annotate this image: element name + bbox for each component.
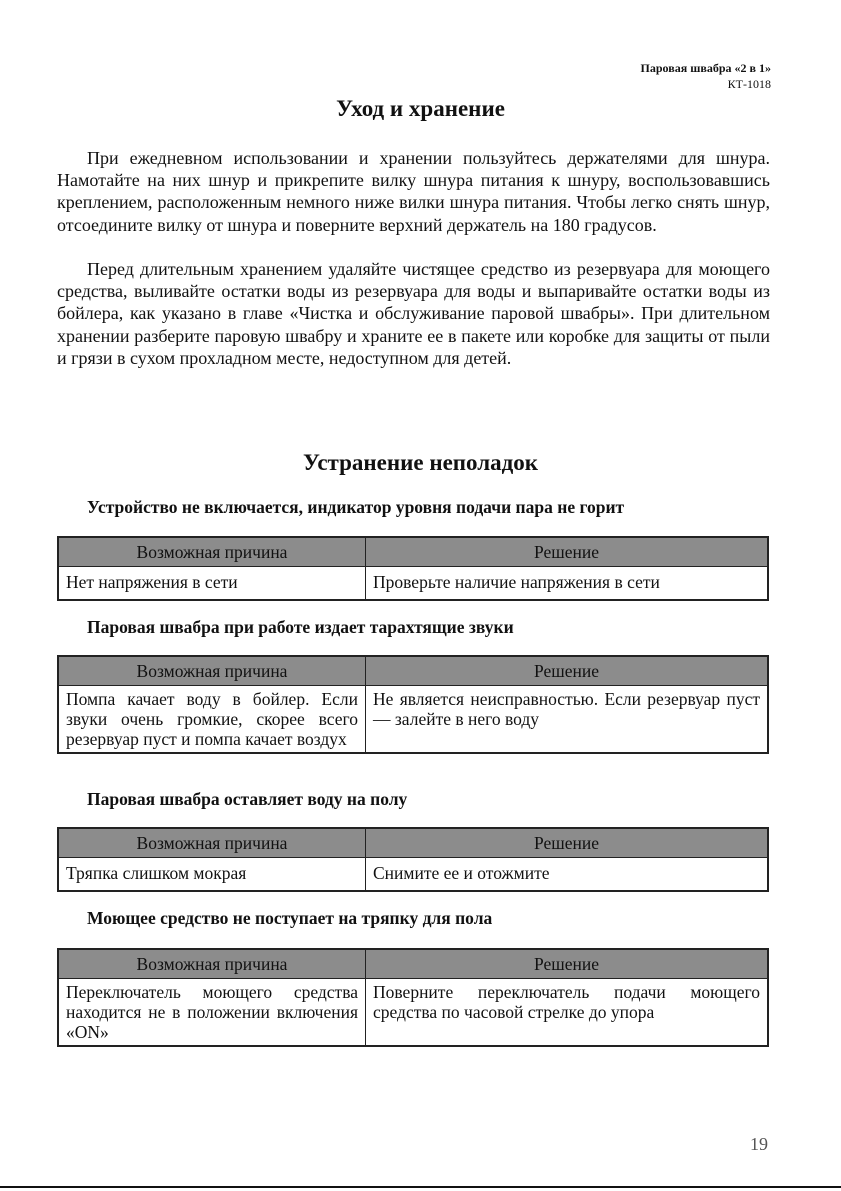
- troubleshooting-table: [57, 827, 769, 892]
- solution-cell: Не является неисправностью. Если резервуар пуст — залейте в него воду: [373, 689, 760, 729]
- table-row: [59, 567, 767, 599]
- issue-title: Паровая швабра при работе издает тарахтящие звуки: [87, 617, 514, 637]
- table-header: [59, 950, 767, 979]
- column-header-solution: Решение: [533, 954, 599, 974]
- header-product-title: Паровая швабра «2 в 1»: [640, 61, 771, 75]
- table-row: [59, 858, 767, 890]
- issue-title: Устройство не включается, индикатор уровня подачи пара не горит: [87, 497, 625, 517]
- column-header-cause: Возможная причина: [59, 829, 366, 857]
- troubleshooting-table: [57, 536, 769, 601]
- care-heading: Уход и хранение: [336, 96, 505, 121]
- column-header-solution: Решение: [533, 833, 599, 853]
- cause-cell: Нет напряжения в сети: [59, 567, 366, 599]
- header-model: КТ-1018: [727, 77, 771, 91]
- table-header: [59, 538, 767, 567]
- care-paragraph-1: При ежедневном использовании и хранении пользуйтесь держателями для шнура. Намотайте на них шнур и прикрепите вилку шнура питания к шнуру, воспользовавшись креплением, расположенным немного ниже вилки шнура питания. Чтобы легко снять шнур, отсоедините вилку от шнура и поверните верхний держатель на 180 градусов.: [57, 148, 770, 235]
- cause-cell: Переключатель моющего средства находится не в положении включения «ON»: [59, 979, 366, 1045]
- column-header-cause: Возможная причина: [59, 657, 366, 685]
- table-row: [59, 686, 767, 752]
- solution-cell: Проверьте наличие напряжения в сети: [373, 572, 660, 592]
- troubleshooting-heading: Устранение неполадок: [302, 450, 539, 475]
- solution-cell: Снимите ее и отожмите: [373, 863, 550, 883]
- cause-cell: Тряпка слишком мокрая: [59, 858, 366, 890]
- table-header: [59, 657, 767, 686]
- troubleshooting-table: [57, 655, 769, 754]
- column-header-solution: Решение: [533, 542, 599, 562]
- table-row: [59, 979, 767, 1045]
- table-header: [59, 829, 767, 858]
- troubleshooting-table: [57, 948, 769, 1047]
- column-header-cause: Возможная причина: [59, 950, 366, 978]
- care-paragraph-2: Перед длительным хранением удаляйте чистящее средство из резервуара для моющего средства, выливайте остатки воды из резервуара для воды и выпаривайте остатки воды из бойлера, как указано в главе «Чистка и обслуживание паровой швабры». При длительном хранении разберите паровую швабру и храните ее в пакете или коробке для защиты от пыли и грязи в сухом прохладном месте, недоступном для детей.: [57, 259, 770, 368]
- bottom-rule: [0, 1186, 841, 1188]
- issue-title: Моющее средство не поступает на тряпку для пола: [87, 908, 493, 928]
- page-number: 19: [750, 1134, 768, 1154]
- column-header-solution: Решение: [533, 661, 599, 681]
- issue-title: Паровая швабра оставляет воду на полу: [87, 789, 408, 809]
- column-header-cause: Возможная причина: [59, 538, 366, 566]
- solution-cell: Поверните переключатель подачи моющего средства по часовой стрелке до упора: [373, 982, 760, 1022]
- cause-cell: Помпа качает воду в бойлер. Если звуки очень громкие, скорее всего резервуар пуст и помпа качает воздух: [59, 686, 366, 752]
